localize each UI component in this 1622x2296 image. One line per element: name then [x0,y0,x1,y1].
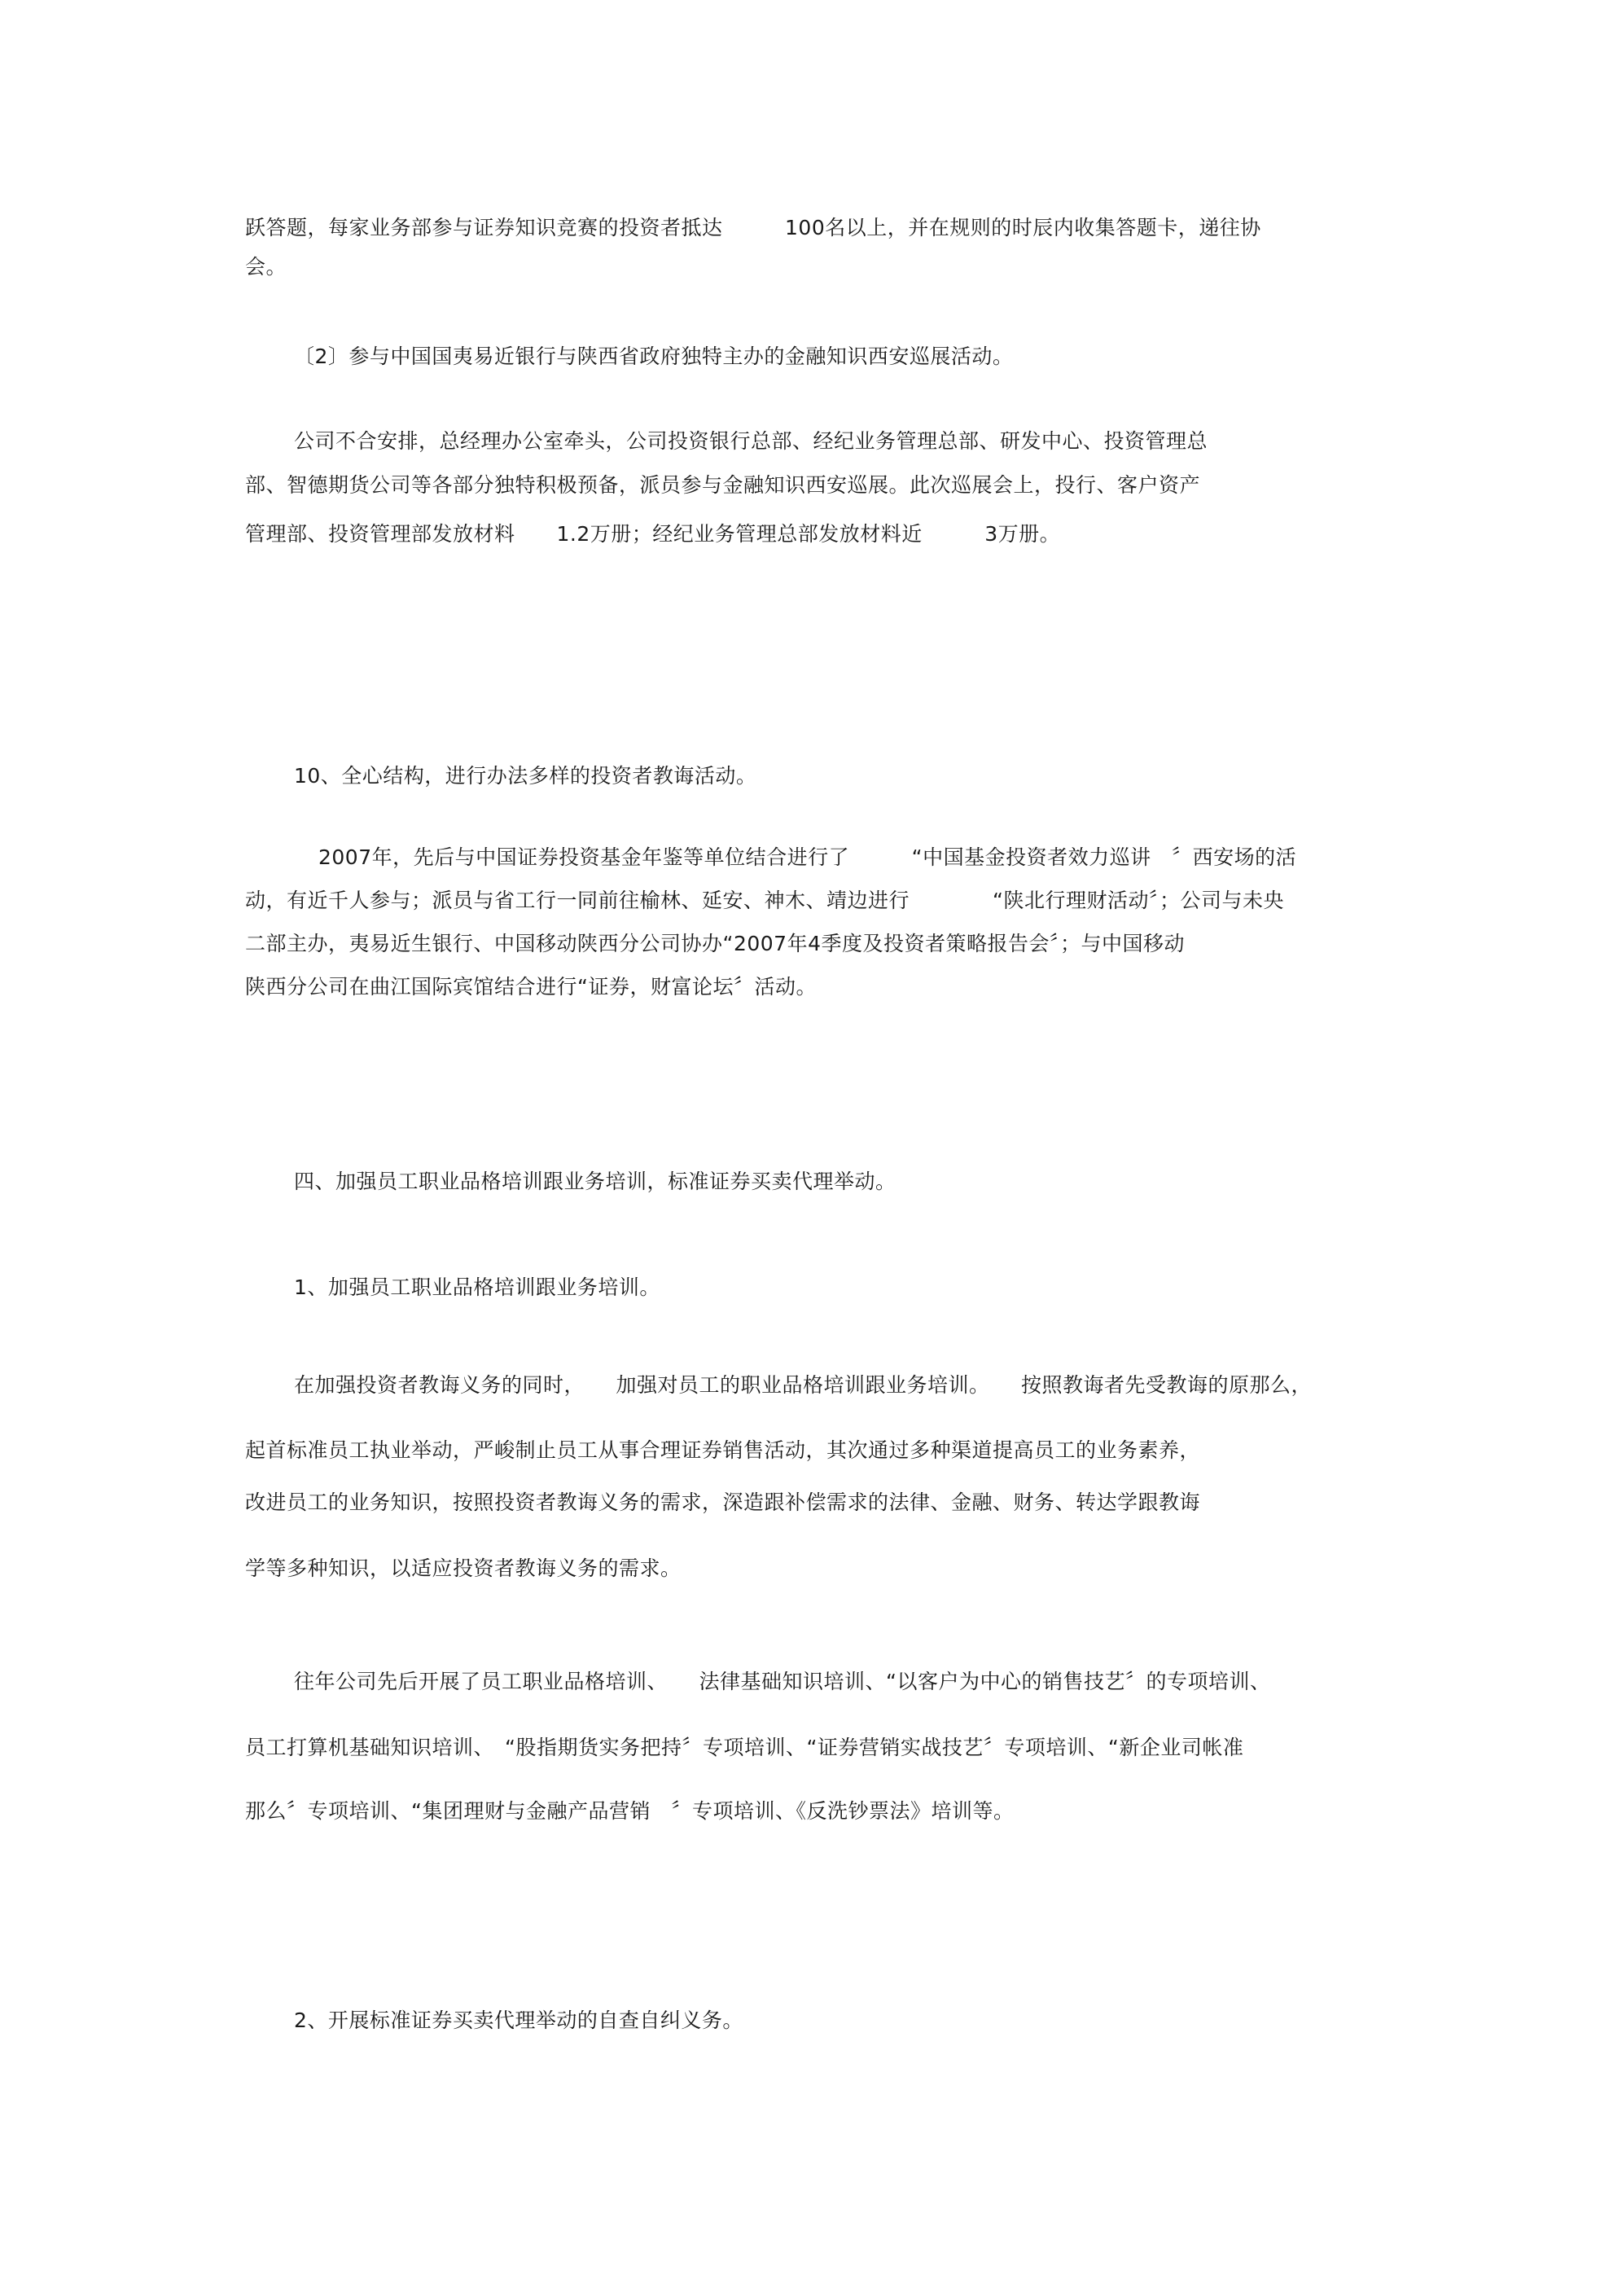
paragraph-line: 起首标准员工执业举动，严峻制止员工从事合理证券销售活动，其次通过多种渠道提高员工的业务素养， [245,1438,1201,1462]
paragraph-line: 改进员工的业务知识，按照投资者教诲义务的需求，深造跟补偿需求的法律、金融、财务、转达学跟教诲 [245,1490,1201,1514]
paragraph-line: 公司不合安排，总经理办公室牵头，公司投资银行总部、经纪业务管理总部、研发中心、投资管理总 [294,429,1208,453]
paragraph-line: 在加强投资者教诲义务的同时， 加强对员工的职业品格培训跟业务培训。 按照教诲者先受教诲的原那么， [294,1373,1313,1397]
paragraph-line: 2007年，先后与中国证券投资基金年鉴等单位结合进行了 “中国基金投资者效力巡讲 〞西安场的活 [318,845,1297,869]
chapter-heading: 四、加强员工职业品格培训跟业务培训，标准证券买卖代理举动。 [294,1170,896,1193]
paragraph-line: 管理部、投资管理部发放材料 1.2万册；经纪业务管理总部发放材料近 3万册。 [245,522,1061,546]
paragraph-line: 学等多种知识，以适应投资者教诲义务的需求。 [245,1556,682,1580]
paragraph-line: 员工打算机基础知识培训、 “股指期货实务把持〞专项培训、“证券营销实战技艺〞专项培训、“新企业司帐准 [245,1736,1244,1759]
paragraph-line: 动，有近千人参与；派员与省工行一同前往榆林、延安、神木、靖边进行 “陕北行理财活动〞；公司与未央 [245,889,1284,912]
section-heading: 10、全心结构，进行办法多样的投资者教诲活动。 [294,764,757,788]
paragraph-line: 那么〞专项培训、“集团理财与金融产品营销 〞专项培训、《反洗钞票法》培训等。 [245,1799,1015,1823]
section-heading: 1、加强员工职业品格培训跟业务培训。 [294,1275,660,1299]
paragraph-line: 往年公司先后开展了员工职业品格培训、 法律基础知识培训、“以客户为中心的销售技艺〞的专项培训、 [294,1670,1271,1693]
paragraph-line: 部、智德期货公司等各部分独特积极预备，派员参与金融知识西安巡展。此次巡展会上，投行、客户资产 [245,473,1201,497]
paragraph-line: 会。 [245,255,287,279]
section-heading: 2、开展标准证券买卖代理举动的自查自纠义务。 [294,2008,743,2032]
paragraph-line: 陕西分公司在曲江国际宾馆结合进行“证券，财富论坛〞活动。 [245,975,817,999]
sub-item-heading: 〔2〕参与中国国夷易近银行与陕西省政府独特主办的金融知识西安巡展活动。 [294,345,1014,368]
paragraph-line: 二部主办，夷易近生银行、中国移动陕西分公司协办“2007年4季度及投资者策略报告会〞；与中国移动 [245,932,1185,955]
paragraph-line: 跃答题，每家业务部参与证券知识竞赛的投资者抵达 100名以上，并在规则的时辰内收集答题卡，递往协 [245,216,1261,239]
